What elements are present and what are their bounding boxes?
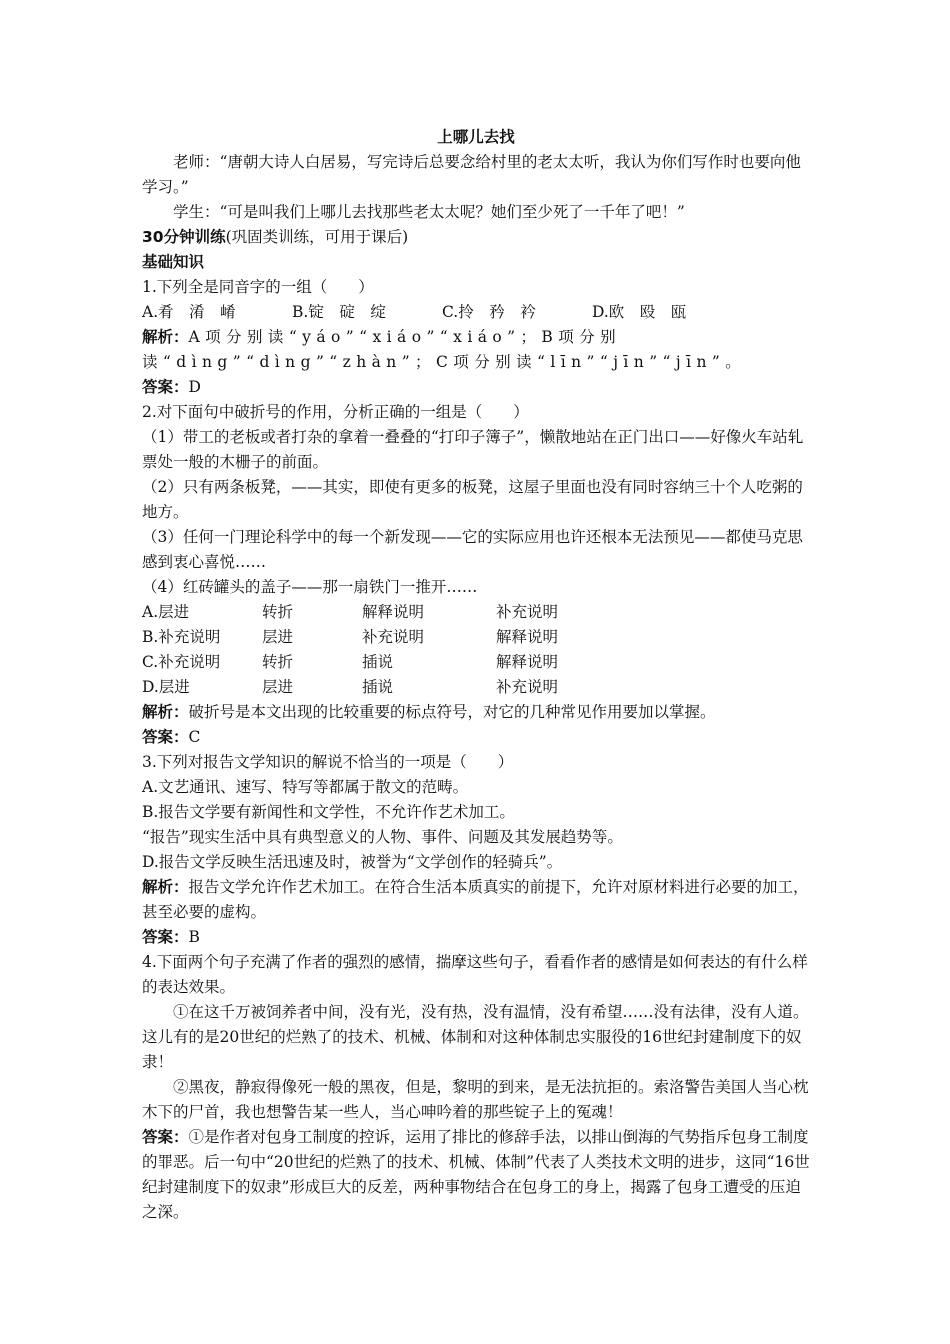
q1-option-d: D.欧 殴 瓯 [592, 303, 687, 321]
q2-answer-text: C [188, 728, 201, 746]
q2-option-row-c [142, 650, 810, 675]
q4-answer [142, 1125, 810, 1225]
q1-answer-label: 答案： [142, 378, 189, 396]
q3-option-d: D.报告文学反映生活迅速及时，被誉为“文学创作的轻骑兵”。 [142, 853, 563, 871]
q2-cell: B.补充说明 [142, 628, 221, 646]
q3-option-b: B.报告文学要有新闻性和文学性，不允许作艺术加工。 [142, 803, 515, 821]
training-heading-note: (巩固类训练，可用于课后) [225, 228, 409, 246]
q4-answer-label: 答案： [142, 1128, 189, 1146]
q3-analysis-text: 报告文学允许作艺术加工。在符合生活本质真实的前提下，允许对原材料进行必要的加工，甚至必要的虚构。 [142, 878, 809, 921]
q2-item-1: （1）带工的老板或者打杂的拿着一叠叠的“打印子簿子”，懒散地站在正门出口——好像火车站轧票处一般的木栅子的前面。 [142, 428, 804, 471]
q3-option-c: “报告”现实生活中具有典型意义的人物、事件、问题及其发展趋势等。 [142, 828, 623, 846]
q1-analysis-text: A项分别读“yáo”“xiáo”“xiáo”；B项分别读“dìng”“dìng”“zhàn”；C项分别读“līn”“jīn”“jīn”。 [142, 328, 747, 371]
q2-cell: 插说 [362, 653, 394, 671]
q2-cell: 插说 [362, 678, 394, 696]
q2-cell: 解释说明 [496, 653, 559, 671]
q1-analysis [142, 325, 810, 375]
q4-sentence-1: ①在这千万被饲养者中间，没有光，没有热，没有温情，没有希望……没有法律，没有人道。这儿有的是20世纪的烂熟了的技术、机械、体制和对这种体制忠实服役的16世纪封建制度下的奴隶！ [142, 1003, 809, 1071]
q2-stem: 2.对下面句中破折号的作用，分析正确的一组是（ ） [142, 403, 529, 421]
q2-cell: 层进 [262, 628, 294, 646]
q2-cell: 补充说明 [496, 678, 559, 696]
q2-option-row-d [142, 675, 810, 700]
student-line: 学生：“可是叫我们上哪儿去找那些老太太呢？她们至少死了一千年了吧！” [173, 203, 685, 221]
q1-option-b: B.锭 碇 绽 [292, 303, 386, 321]
q2-analysis-text: 破折号是本文出现的比较重要的标点符号，对它的几种常见作用要加以掌握。 [188, 703, 716, 721]
q2-cell: D.层进 [142, 678, 190, 696]
q2-option-row-a [142, 600, 810, 625]
q2-cell: 补充说明 [362, 628, 425, 646]
q2-analysis-label: 解析： [142, 703, 189, 721]
section-heading: 基础知识 [142, 253, 205, 271]
q2-answer [142, 725, 810, 750]
q3-option-a: A.文艺通讯、速写、特写等都属于散文的范畴。 [142, 778, 469, 796]
page-title: 上哪儿去找 [437, 128, 515, 146]
q1-option-c: C.拎 矜 衿 [442, 303, 536, 321]
q2-cell: A.层进 [142, 603, 190, 621]
q4-answer-text: ①是作者对包身工制度的控诉，运用了排比的修辞手法，以排山倒海的气势指斥包身工制度的罪恶。后一句中“20世纪的烂熟了的技术、机械、体制”代表了人类技术文明的进步，这同“16世纪封建制度下的奴隶”形成巨大的反差，两种事物结合在包身工的身上，揭露了包身工遭受的压迫之深。 [142, 1128, 810, 1221]
q3-analysis-label: 解析： [142, 878, 189, 896]
q3-answer-text: B [188, 928, 200, 946]
q4-sentence-2: ②黑夜，静寂得像死一般的黑夜，但是，黎明的到来，是无法抗拒的。索洛警告美国人当心枕木下的尸首，我也想警告某一些人，当心呻吟着的那些锭子上的冤魂！ [142, 1078, 809, 1121]
q2-cell: C.补充说明 [142, 653, 221, 671]
q1-analysis-label: 解析： [142, 328, 189, 346]
training-heading [142, 225, 810, 250]
q2-analysis [142, 700, 810, 725]
teacher-line: 老师：“唐朝大诗人白居易，写完诗后总要念给村里的老太太听，我认为你们写作时也要向他学习。” [142, 153, 801, 196]
q3-stem: 3.下列对报告文学知识的解说不恰当的一项是（ ） [142, 753, 514, 771]
q2-cell: 解释说明 [362, 603, 425, 621]
q1-stem: 1.下列全是同音字的一组（ ） [142, 278, 374, 296]
q1-option-a: A.肴 淆 崤 [142, 303, 236, 321]
q2-option-row-b [142, 625, 810, 650]
q1-answer [142, 375, 810, 400]
q2-cell: 转折 [262, 603, 294, 621]
q3-analysis [142, 875, 810, 925]
q4-stem: 4.下面两个句子充满了作者的强烈的感情，揣摩这些句子，看看作者的感情是如何表达的有什么样的表达效果。 [142, 953, 808, 996]
q2-cell: 解释说明 [496, 628, 559, 646]
q3-answer-label: 答案： [142, 928, 189, 946]
q2-item-4: （4）红砖罐头的盖子——那一扇铁门一推开…… [142, 578, 478, 596]
q2-cell: 层进 [262, 678, 294, 696]
q3-answer [142, 925, 810, 950]
q1-options [142, 300, 810, 325]
q2-cell: 转折 [262, 653, 294, 671]
training-heading-bold: 30分钟训练 [142, 228, 226, 246]
q1-answer-text: D [188, 378, 201, 396]
q2-item-3: （3）任何一门理论科学中的每一个新发现——它的实际应用也许还根本无法预见——都使马克思感到衷心喜悦…… [142, 528, 803, 571]
q2-answer-label: 答案： [142, 728, 189, 746]
q2-cell: 补充说明 [496, 603, 559, 621]
q2-item-2: （2）只有两条板凳，——其实，即使有更多的板凳，这屋子里面也没有同时容纳三十个人吃粥的地方。 [142, 478, 803, 521]
